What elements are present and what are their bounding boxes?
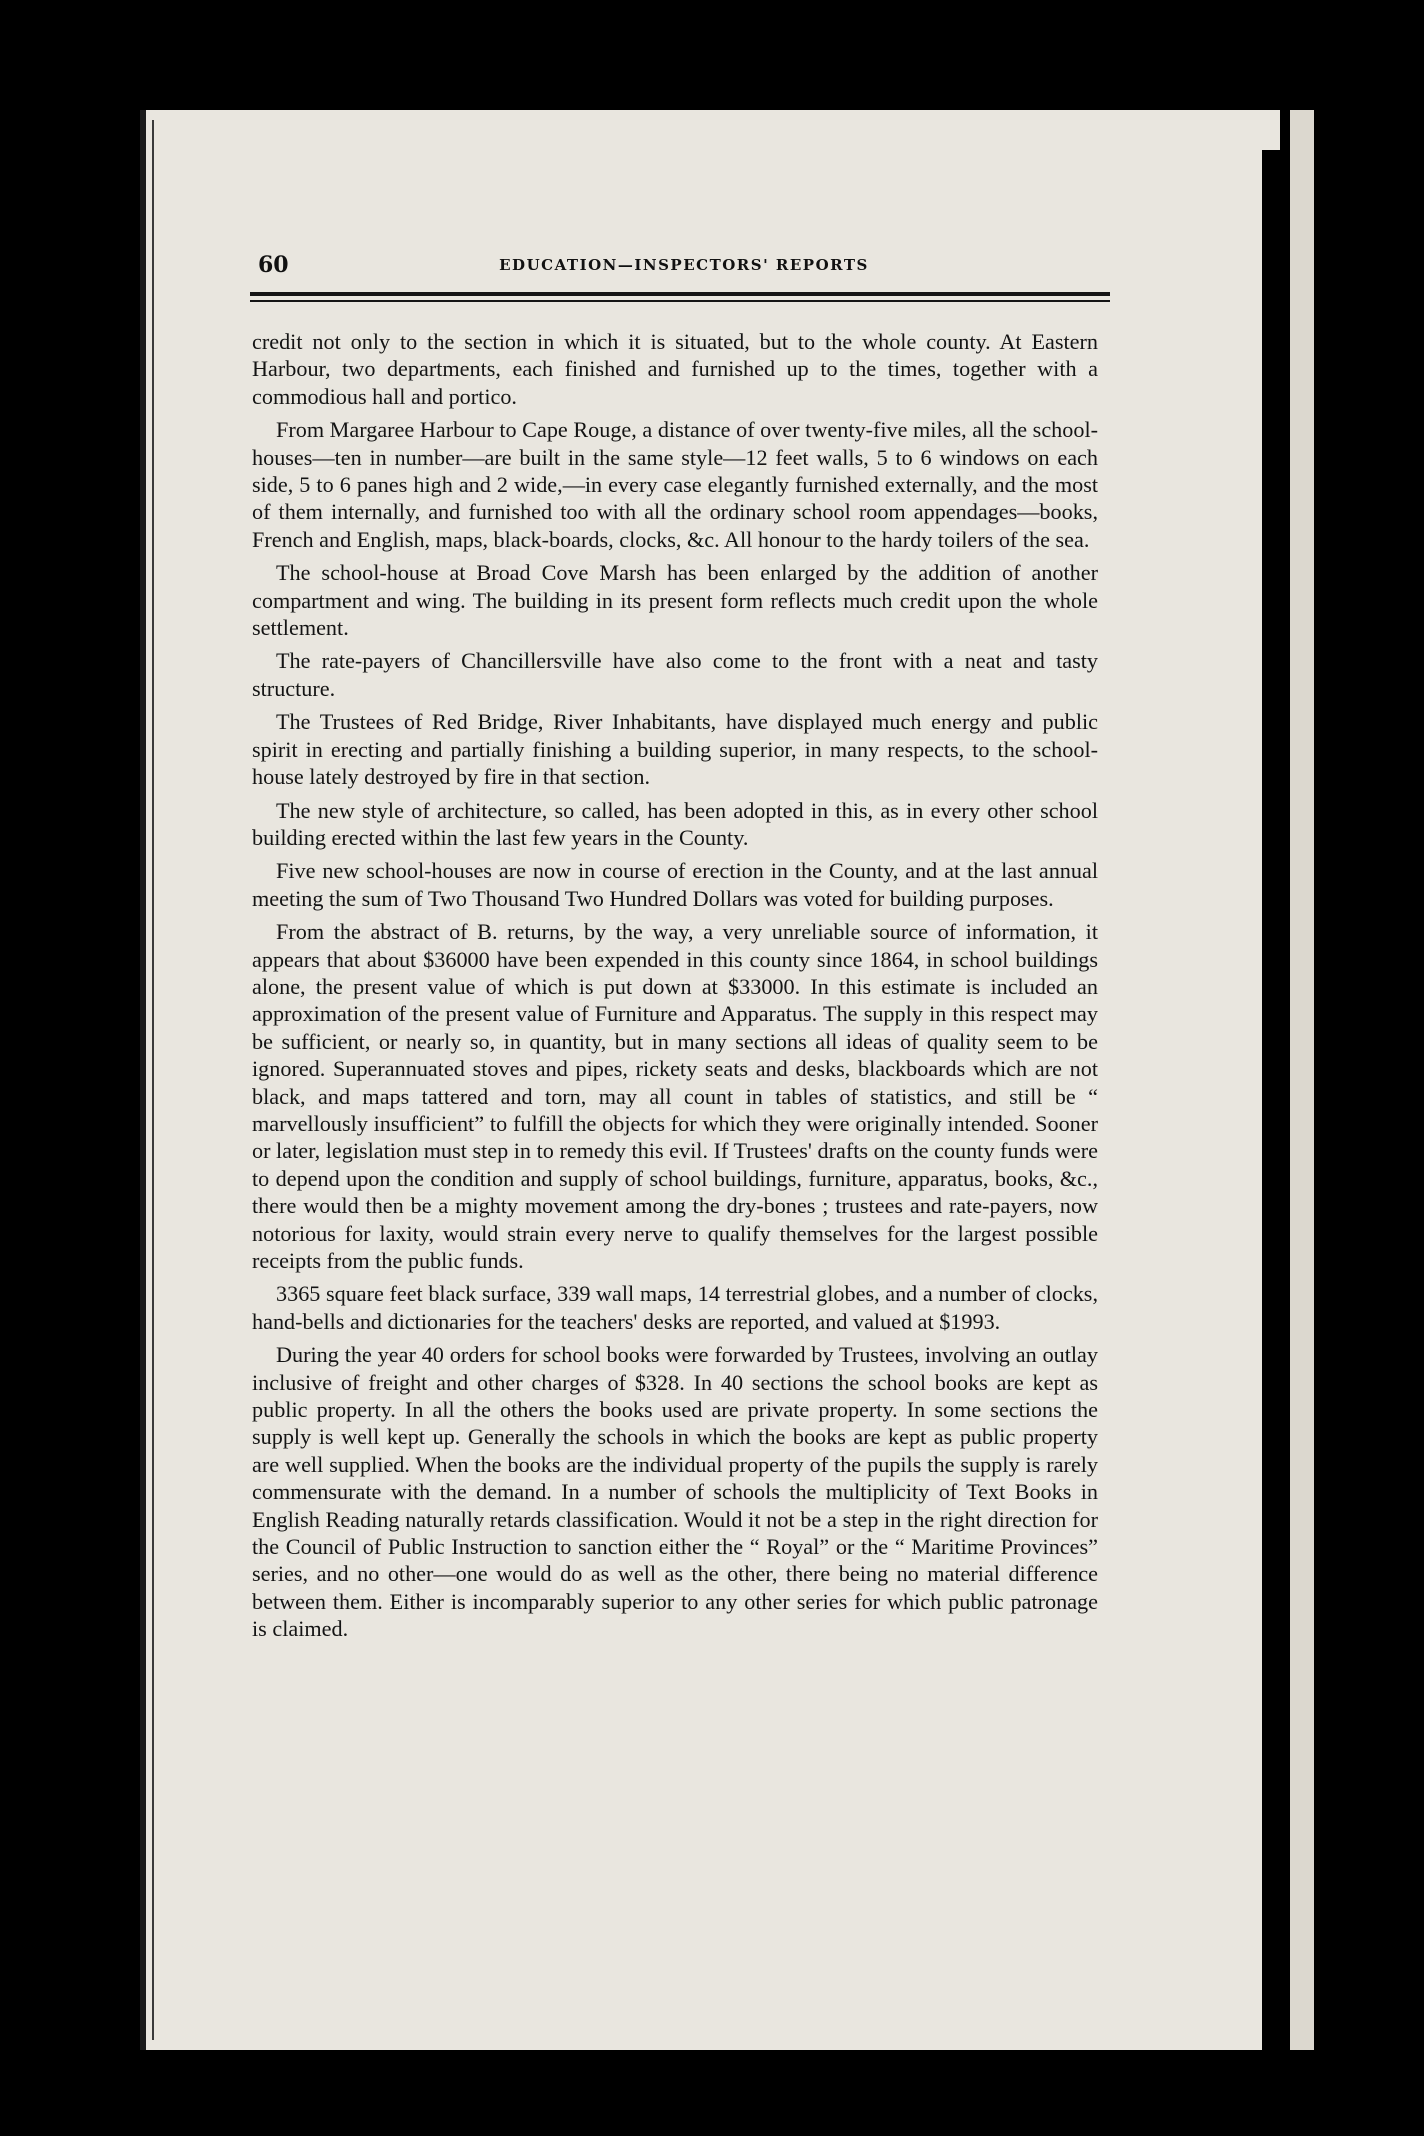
page-gutter (1262, 150, 1290, 2050)
header-rule-thin (250, 300, 1110, 302)
paragraph: The Trustees of Red Bridge, River Inhabitants, have displayed much energy and public spirit in erecting and partially finishing a building superior, in many respects, to the school-house lately destroyed by fire in that section. (252, 709, 1098, 790)
binding-edge (140, 110, 146, 2050)
page-number: 60 (258, 252, 289, 278)
paragraph: 3365 square feet black surface, 339 wall maps, 14 terrestrial globes, and a number of clocks, hand-bells and dictionaries for the teachers' desks are reported, and valued at $1993. (252, 1281, 1098, 1334)
header-rule-thick (250, 292, 1110, 296)
paragraph: The new style of architecture, so called, has been adopted in this, as in every other school building erected within the last few years in the County. (252, 797, 1098, 850)
paragraph: From Margaree Harbour to Cape Rouge, a distance of over twenty-five miles, all the school-houses—ten in number—are built in the same style—12 feet walls, 5 to 6 windows on each side, 5 to 6 panes high and 2 wide,—in every case elegantly furnished externally, and the most of them internally, and furnished too with all the ordinary school room appendages—books, French and English, maps, black-boards, clocks, &c. All honour to the hardy toilers of the sea. (252, 417, 1098, 552)
paragraph: During the year 40 orders for school books were forwarded by Trustees, involving an outlay inclusive of freight and other charges of $328. In 40 sections the school books are kept as public property. In all the others the books used are private property. In some sections the supply is well kept up. Generally the schools in which the books are kept as public property are well supplied. When the books are the individual property of the pupils the supply is rarely commensurate with the demand. In a number of schools the multiplicity of Text Books in English Reading naturally retards classification. Would it not be a step in the right direction for the Council of Public Instruction to sanction either the “ Royal” or the “ Maritime Provinces” series, and no other—one would do as well as the other, there being no material difference between them. Either is incomparably superior to any other series for which public patronage is claimed. (252, 1342, 1098, 1642)
facing-page-edge (1290, 110, 1314, 2050)
binding-edge-line (152, 120, 154, 2040)
paragraph: The rate-payers of Chancillersville have also come to the front with a neat and tasty structure. (252, 648, 1098, 701)
paragraph: The school-house at Broad Cove Marsh has been enlarged by the addition of another compartment and wing. The building in its present form reflects much credit upon the whole settlement. (252, 560, 1098, 641)
running-head: EDUCATION—INSPECTORS' REPORTS (499, 256, 869, 274)
paragraph: From the abstract of B. returns, by the way, a very unreliable source of information, it appears that about $36000 have been expended in this county since 1864, in school buildings alone, the present value of which is put down at $33000. In this estimate is included an approximation of the present value of Furniture and Apparatus. The supply in this respect may be sufficient, or nearly so, in quantity, but in many sections all ideas of quality seem to be ignored. Superannuated stoves and pipes, rickety seats and desks, blackboards which are not black, and maps tattered and torn, may all count in tables of statistics, and still be “ marvellously insufficient” to fulfill the objects for which they were originally intended. Sooner or later, legislation must step in to remedy this evil. If Trustees' drafts on the county funds were to depend upon the condition and supply of school buildings, furniture, apparatus, books, &c., there would then be a mighty movement among the dry-bones ; trustees and rate-payers, now notorious for laxity, would strain every nerve to qualify themselves for the largest possible receipts from the public funds. (252, 919, 1098, 1273)
paragraph: Five new school-houses are now in course of erection in the County, and at the last annual meeting the sum of Two Thousand Two Hundred Dollars was voted for building purposes. (252, 858, 1098, 911)
paragraph: credit not only to the section in which it is situated, but to the whole county. At Eastern Harbour, two departments, each finished and furnished up to the times, together with a commodious hall and portico. (252, 329, 1098, 409)
page-header (258, 252, 1110, 282)
body-text (252, 328, 1098, 1649)
